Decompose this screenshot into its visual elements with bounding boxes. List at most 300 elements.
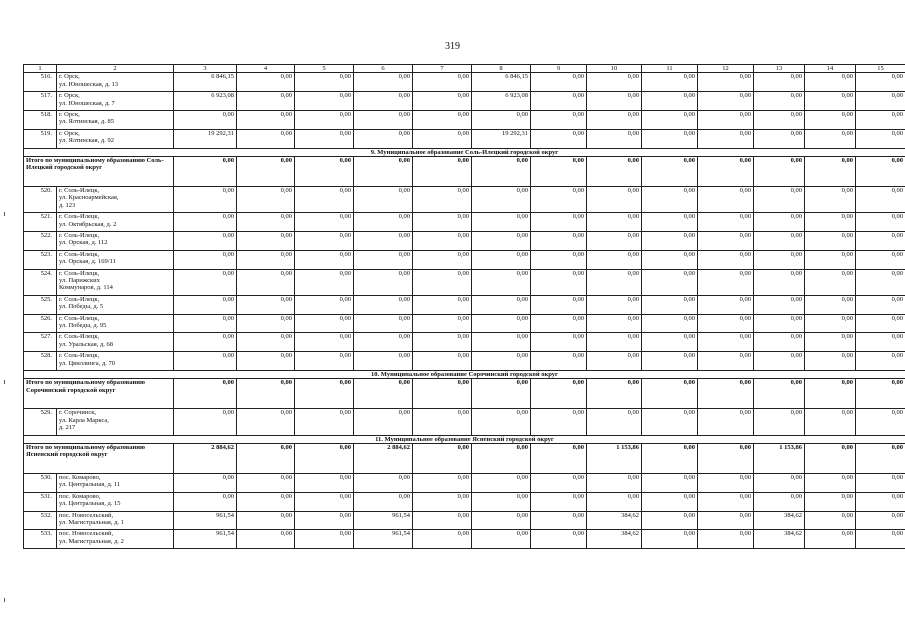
value-cell: 0,00	[472, 511, 531, 530]
total-value-cell: 0,00	[354, 379, 413, 409]
value-cell: 0,00	[354, 473, 413, 492]
table-row	[24, 333, 905, 352]
value-cell: 6 846,15	[174, 73, 237, 92]
value-cell: 0,00	[698, 492, 754, 511]
value-cell: 0,00	[754, 213, 805, 232]
column-number-cell: 6	[354, 65, 413, 73]
table-row	[24, 269, 905, 295]
page-number: 319	[445, 41, 460, 52]
total-value-cell: 0,00	[237, 379, 295, 409]
value-cell: 0,00	[295, 295, 354, 314]
margin-mark	[4, 212, 5, 216]
value-cell: 0,00	[174, 409, 237, 435]
value-cell: 0,00	[413, 409, 472, 435]
value-cell: 0,00	[295, 231, 354, 250]
value-cell: 0,00	[237, 73, 295, 92]
address-cell: пос. Комарово, ул. Центральная, д. 15	[57, 492, 174, 511]
value-cell: 0,00	[237, 295, 295, 314]
value-cell: 0,00	[642, 129, 698, 148]
column-number-cell: 11	[642, 65, 698, 73]
address-cell: г. Орск, ул. Юношеская, д. 13	[57, 73, 174, 92]
row-number: 527.	[24, 333, 57, 352]
value-cell: 0,00	[531, 187, 587, 213]
address-cell: г. Соль-Илецк, ул. Орская, д. 169/11	[57, 250, 174, 269]
value-cell: 0,00	[642, 352, 698, 371]
row-number: 526.	[24, 314, 57, 333]
value-cell: 0,00	[587, 250, 642, 269]
value-cell: 0,00	[587, 187, 642, 213]
value-cell: 0,00	[413, 129, 472, 148]
address-cell: г. Орск, ул. Ялтинская, д. 85	[57, 111, 174, 130]
value-cell: 0,00	[856, 530, 905, 549]
value-cell: 0,00	[754, 250, 805, 269]
value-cell: 0,00	[531, 314, 587, 333]
column-number-cell: 10	[587, 65, 642, 73]
total-value-cell: 0,00	[642, 379, 698, 409]
column-number-row	[24, 65, 905, 73]
value-cell: 0,00	[413, 250, 472, 269]
row-number: 531.	[24, 492, 57, 511]
row-number: 521.	[24, 213, 57, 232]
value-cell: 0,00	[472, 111, 531, 130]
value-cell: 0,00	[754, 187, 805, 213]
table-row	[24, 473, 905, 492]
table-row	[24, 73, 905, 92]
column-number-cell: 2	[57, 65, 174, 73]
total-value-cell: 0,00	[295, 443, 354, 473]
value-cell: 0,00	[237, 409, 295, 435]
address-cell: г. Соль-Илецк, ул. Цвиллинга, д. 70	[57, 352, 174, 371]
column-number-cell: 4	[237, 65, 295, 73]
total-label: Итого по муниципальному образованию Соль-Илецкий городской округ	[24, 157, 174, 187]
value-cell: 0,00	[237, 473, 295, 492]
value-cell: 0,00	[531, 295, 587, 314]
address-cell: г. Соль-Илецк, ул. Орская, д. 112	[57, 231, 174, 250]
total-value-cell: 0,00	[531, 157, 587, 187]
value-cell: 0,00	[531, 213, 587, 232]
margin-mark	[4, 380, 5, 384]
value-cell: 0,00	[754, 409, 805, 435]
value-cell: 0,00	[531, 352, 587, 371]
value-cell: 0,00	[856, 352, 905, 371]
total-label: Итого по муниципальному образованию Ясненский городской округ	[24, 443, 174, 473]
value-cell: 0,00	[472, 187, 531, 213]
value-cell: 0,00	[642, 314, 698, 333]
value-cell: 0,00	[531, 473, 587, 492]
total-value-cell: 0,00	[413, 443, 472, 473]
table-body	[24, 65, 905, 549]
value-cell: 0,00	[856, 269, 905, 295]
table-row	[24, 530, 905, 549]
total-value-cell: 0,00	[856, 157, 905, 187]
value-cell: 0,00	[587, 409, 642, 435]
value-cell: 6 923,08	[174, 92, 237, 111]
value-cell: 0,00	[754, 352, 805, 371]
value-cell: 0,00	[587, 295, 642, 314]
row-number: 520.	[24, 187, 57, 213]
value-cell: 384,62	[587, 530, 642, 549]
section-title: 10. Муниципальное образование Сорочинский городской округ	[24, 370, 905, 378]
column-number-cell: 14	[805, 65, 856, 73]
value-cell: 0,00	[354, 213, 413, 232]
value-cell: 0,00	[698, 352, 754, 371]
value-cell: 0,00	[856, 333, 905, 352]
value-cell: 0,00	[354, 111, 413, 130]
column-number-cell: 1	[24, 65, 57, 73]
value-cell: 0,00	[754, 295, 805, 314]
value-cell: 0,00	[295, 111, 354, 130]
value-cell: 0,00	[856, 492, 905, 511]
value-cell: 0,00	[587, 333, 642, 352]
total-value-cell: 0,00	[805, 379, 856, 409]
value-cell: 0,00	[698, 250, 754, 269]
row-number: 517.	[24, 92, 57, 111]
value-cell: 0,00	[698, 129, 754, 148]
table-row	[24, 213, 905, 232]
value-cell: 0,00	[587, 314, 642, 333]
total-value-cell: 0,00	[295, 379, 354, 409]
value-cell: 0,00	[856, 111, 905, 130]
value-cell: 384,62	[754, 530, 805, 549]
value-cell: 0,00	[754, 129, 805, 148]
total-value-cell: 0,00	[587, 379, 642, 409]
total-value-cell: 0,00	[805, 157, 856, 187]
address-cell: пос. Комарово, ул. Центральная, д. 11	[57, 473, 174, 492]
value-cell: 0,00	[295, 333, 354, 352]
value-cell: 0,00	[642, 213, 698, 232]
total-value-cell: 0,00	[174, 379, 237, 409]
row-number: 525.	[24, 295, 57, 314]
value-cell: 0,00	[295, 129, 354, 148]
column-number-cell: 3	[174, 65, 237, 73]
section-title: 9. Муниципальное образование Соль-Илецкий городской округ	[24, 148, 905, 156]
value-cell: 0,00	[642, 250, 698, 269]
address-cell: г. Соль-Илецк, ул. Победы, д. 95	[57, 314, 174, 333]
total-value-cell: 0,00	[413, 157, 472, 187]
table-row	[24, 409, 905, 435]
section-header-row	[24, 435, 905, 443]
value-cell: 0,00	[472, 352, 531, 371]
value-cell: 0,00	[531, 231, 587, 250]
total-value-cell: 0,00	[642, 443, 698, 473]
table-row	[24, 314, 905, 333]
value-cell: 0,00	[295, 213, 354, 232]
row-number: 518.	[24, 111, 57, 130]
value-cell: 0,00	[413, 333, 472, 352]
value-cell: 0,00	[413, 352, 472, 371]
value-cell: 961,54	[354, 511, 413, 530]
value-cell: 0,00	[295, 250, 354, 269]
value-cell: 0,00	[295, 511, 354, 530]
total-value-cell: 0,00	[174, 157, 237, 187]
column-number-cell: 13	[754, 65, 805, 73]
value-cell: 0,00	[805, 314, 856, 333]
value-cell: 0,00	[237, 111, 295, 130]
value-cell: 0,00	[805, 231, 856, 250]
budget-table-container	[23, 64, 905, 549]
value-cell: 0,00	[472, 492, 531, 511]
total-value-cell: 0,00	[856, 443, 905, 473]
value-cell: 0,00	[354, 250, 413, 269]
address-cell: г. Соль-Илецк, ул. Октябрьская, д. 2	[57, 213, 174, 232]
value-cell: 0,00	[472, 333, 531, 352]
value-cell: 19 292,31	[472, 129, 531, 148]
value-cell: 0,00	[413, 473, 472, 492]
column-number-cell: 8	[472, 65, 531, 73]
value-cell: 0,00	[354, 187, 413, 213]
value-cell: 0,00	[856, 231, 905, 250]
column-number-cell: 15	[856, 65, 905, 73]
value-cell: 0,00	[237, 129, 295, 148]
value-cell: 0,00	[237, 492, 295, 511]
value-cell: 0,00	[642, 269, 698, 295]
section-header-row	[24, 148, 905, 156]
total-value-cell: 1 153,86	[754, 443, 805, 473]
value-cell: 0,00	[805, 333, 856, 352]
value-cell: 0,00	[642, 92, 698, 111]
table-row	[24, 511, 905, 530]
value-cell: 0,00	[413, 295, 472, 314]
value-cell: 0,00	[587, 129, 642, 148]
value-cell: 0,00	[237, 213, 295, 232]
value-cell: 0,00	[805, 129, 856, 148]
address-cell: г. Соль-Илецк, ул. Красноармейская, д. 123	[57, 187, 174, 213]
column-number-cell: 9	[531, 65, 587, 73]
column-number-cell: 7	[413, 65, 472, 73]
value-cell: 0,00	[295, 314, 354, 333]
value-cell: 0,00	[354, 492, 413, 511]
row-number: 524.	[24, 269, 57, 295]
total-value-cell: 2 884,62	[174, 443, 237, 473]
margin-mark	[4, 598, 5, 602]
total-value-cell: 0,00	[642, 157, 698, 187]
value-cell: 0,00	[587, 473, 642, 492]
value-cell: 0,00	[698, 409, 754, 435]
address-cell: пос. Новосельский, ул. Магистральная, д. 1	[57, 511, 174, 530]
value-cell: 0,00	[531, 409, 587, 435]
value-cell: 0,00	[698, 187, 754, 213]
total-value-cell: 0,00	[754, 157, 805, 187]
value-cell: 0,00	[856, 409, 905, 435]
value-cell: 961,54	[354, 530, 413, 549]
value-cell: 0,00	[174, 352, 237, 371]
value-cell: 0,00	[354, 92, 413, 111]
value-cell: 0,00	[805, 213, 856, 232]
value-cell: 0,00	[237, 352, 295, 371]
value-cell: 0,00	[587, 352, 642, 371]
value-cell: 0,00	[856, 73, 905, 92]
total-value-cell: 0,00	[698, 443, 754, 473]
value-cell: 0,00	[805, 250, 856, 269]
value-cell: 0,00	[698, 269, 754, 295]
total-value-cell: 0,00	[472, 443, 531, 473]
value-cell: 0,00	[805, 473, 856, 492]
value-cell: 0,00	[413, 269, 472, 295]
value-cell: 0,00	[856, 250, 905, 269]
value-cell: 0,00	[472, 530, 531, 549]
value-cell: 0,00	[856, 129, 905, 148]
total-value-cell: 2 884,62	[354, 443, 413, 473]
value-cell: 0,00	[587, 269, 642, 295]
value-cell: 0,00	[531, 530, 587, 549]
value-cell: 0,00	[805, 73, 856, 92]
total-value-cell: 0,00	[856, 379, 905, 409]
value-cell: 0,00	[805, 111, 856, 130]
section-header-row	[24, 370, 905, 378]
row-number: 523.	[24, 250, 57, 269]
total-value-cell: 0,00	[754, 379, 805, 409]
value-cell: 0,00	[754, 231, 805, 250]
row-number: 522.	[24, 231, 57, 250]
table-row	[24, 111, 905, 130]
value-cell: 0,00	[754, 73, 805, 92]
value-cell: 0,00	[295, 187, 354, 213]
budget-table	[23, 64, 905, 549]
table-row	[24, 250, 905, 269]
total-row	[24, 157, 905, 187]
table-row	[24, 295, 905, 314]
value-cell: 0,00	[531, 92, 587, 111]
value-cell: 384,62	[587, 511, 642, 530]
value-cell: 0,00	[354, 409, 413, 435]
value-cell: 0,00	[698, 231, 754, 250]
value-cell: 0,00	[698, 295, 754, 314]
value-cell: 19 292,31	[174, 129, 237, 148]
value-cell: 0,00	[237, 530, 295, 549]
value-cell: 0,00	[531, 333, 587, 352]
value-cell: 0,00	[413, 92, 472, 111]
value-cell: 0,00	[237, 231, 295, 250]
value-cell: 0,00	[295, 92, 354, 111]
value-cell: 0,00	[642, 492, 698, 511]
value-cell: 0,00	[587, 92, 642, 111]
value-cell: 0,00	[472, 269, 531, 295]
value-cell: 0,00	[174, 231, 237, 250]
value-cell: 0,00	[642, 473, 698, 492]
column-number-cell: 5	[295, 65, 354, 73]
value-cell: 0,00	[805, 92, 856, 111]
value-cell: 0,00	[698, 314, 754, 333]
total-value-cell: 0,00	[472, 379, 531, 409]
value-cell: 0,00	[531, 269, 587, 295]
value-cell: 0,00	[354, 333, 413, 352]
value-cell: 0,00	[587, 111, 642, 130]
value-cell: 0,00	[856, 295, 905, 314]
table-row	[24, 92, 905, 111]
row-number: 530.	[24, 473, 57, 492]
value-cell: 0,00	[856, 511, 905, 530]
value-cell: 0,00	[698, 530, 754, 549]
total-value-cell: 0,00	[698, 157, 754, 187]
value-cell: 0,00	[642, 530, 698, 549]
value-cell: 0,00	[354, 269, 413, 295]
value-cell: 961,54	[174, 530, 237, 549]
value-cell: 0,00	[354, 352, 413, 371]
value-cell: 0,00	[754, 269, 805, 295]
value-cell: 0,00	[698, 333, 754, 352]
value-cell: 0,00	[698, 92, 754, 111]
value-cell: 0,00	[805, 530, 856, 549]
value-cell: 0,00	[413, 73, 472, 92]
total-row	[24, 379, 905, 409]
address-cell: г. Соль-Илецк, ул. Победы, д. 5	[57, 295, 174, 314]
value-cell: 0,00	[237, 314, 295, 333]
value-cell: 0,00	[174, 492, 237, 511]
value-cell: 0,00	[354, 314, 413, 333]
value-cell: 0,00	[354, 73, 413, 92]
value-cell: 0,00	[295, 530, 354, 549]
value-cell: 0,00	[698, 473, 754, 492]
value-cell: 0,00	[856, 213, 905, 232]
value-cell: 0,00	[295, 492, 354, 511]
value-cell: 0,00	[642, 333, 698, 352]
value-cell: 0,00	[531, 111, 587, 130]
value-cell: 0,00	[295, 73, 354, 92]
value-cell: 384,62	[754, 511, 805, 530]
value-cell: 0,00	[754, 111, 805, 130]
row-number: 516.	[24, 73, 57, 92]
value-cell: 0,00	[531, 492, 587, 511]
value-cell: 0,00	[698, 511, 754, 530]
total-value-cell: 0,00	[295, 157, 354, 187]
value-cell: 0,00	[754, 314, 805, 333]
value-cell: 0,00	[237, 250, 295, 269]
value-cell: 0,00	[472, 250, 531, 269]
table-row	[24, 492, 905, 511]
value-cell: 0,00	[413, 111, 472, 130]
value-cell: 0,00	[642, 409, 698, 435]
value-cell: 0,00	[642, 111, 698, 130]
table-row	[24, 231, 905, 250]
value-cell: 0,00	[856, 92, 905, 111]
value-cell: 0,00	[856, 473, 905, 492]
value-cell: 0,00	[174, 269, 237, 295]
value-cell: 0,00	[805, 295, 856, 314]
value-cell: 6 923,08	[472, 92, 531, 111]
total-row	[24, 443, 905, 473]
total-value-cell: 0,00	[413, 379, 472, 409]
value-cell: 0,00	[472, 231, 531, 250]
value-cell: 0,00	[805, 269, 856, 295]
value-cell: 0,00	[413, 314, 472, 333]
table-row	[24, 352, 905, 371]
value-cell: 0,00	[174, 213, 237, 232]
address-cell: г. Орск, ул. Юношеская, д. 7	[57, 92, 174, 111]
row-number: 533.	[24, 530, 57, 549]
value-cell: 0,00	[754, 333, 805, 352]
total-value-cell: 0,00	[587, 157, 642, 187]
value-cell: 0,00	[174, 314, 237, 333]
total-label: Итого по муниципальному образованию Сорочинский городской округ	[24, 379, 174, 409]
value-cell: 0,00	[295, 352, 354, 371]
value-cell: 0,00	[642, 73, 698, 92]
value-cell: 0,00	[237, 269, 295, 295]
table-row	[24, 187, 905, 213]
value-cell: 0,00	[531, 511, 587, 530]
total-value-cell: 0,00	[237, 157, 295, 187]
value-cell: 0,00	[174, 250, 237, 269]
value-cell: 0,00	[642, 187, 698, 213]
total-value-cell: 0,00	[237, 443, 295, 473]
value-cell: 0,00	[698, 213, 754, 232]
value-cell: 0,00	[174, 295, 237, 314]
column-number-cell: 12	[698, 65, 754, 73]
value-cell: 961,54	[174, 511, 237, 530]
row-number: 529.	[24, 409, 57, 435]
value-cell: 0,00	[531, 73, 587, 92]
value-cell: 0,00	[642, 511, 698, 530]
total-value-cell: 0,00	[531, 443, 587, 473]
